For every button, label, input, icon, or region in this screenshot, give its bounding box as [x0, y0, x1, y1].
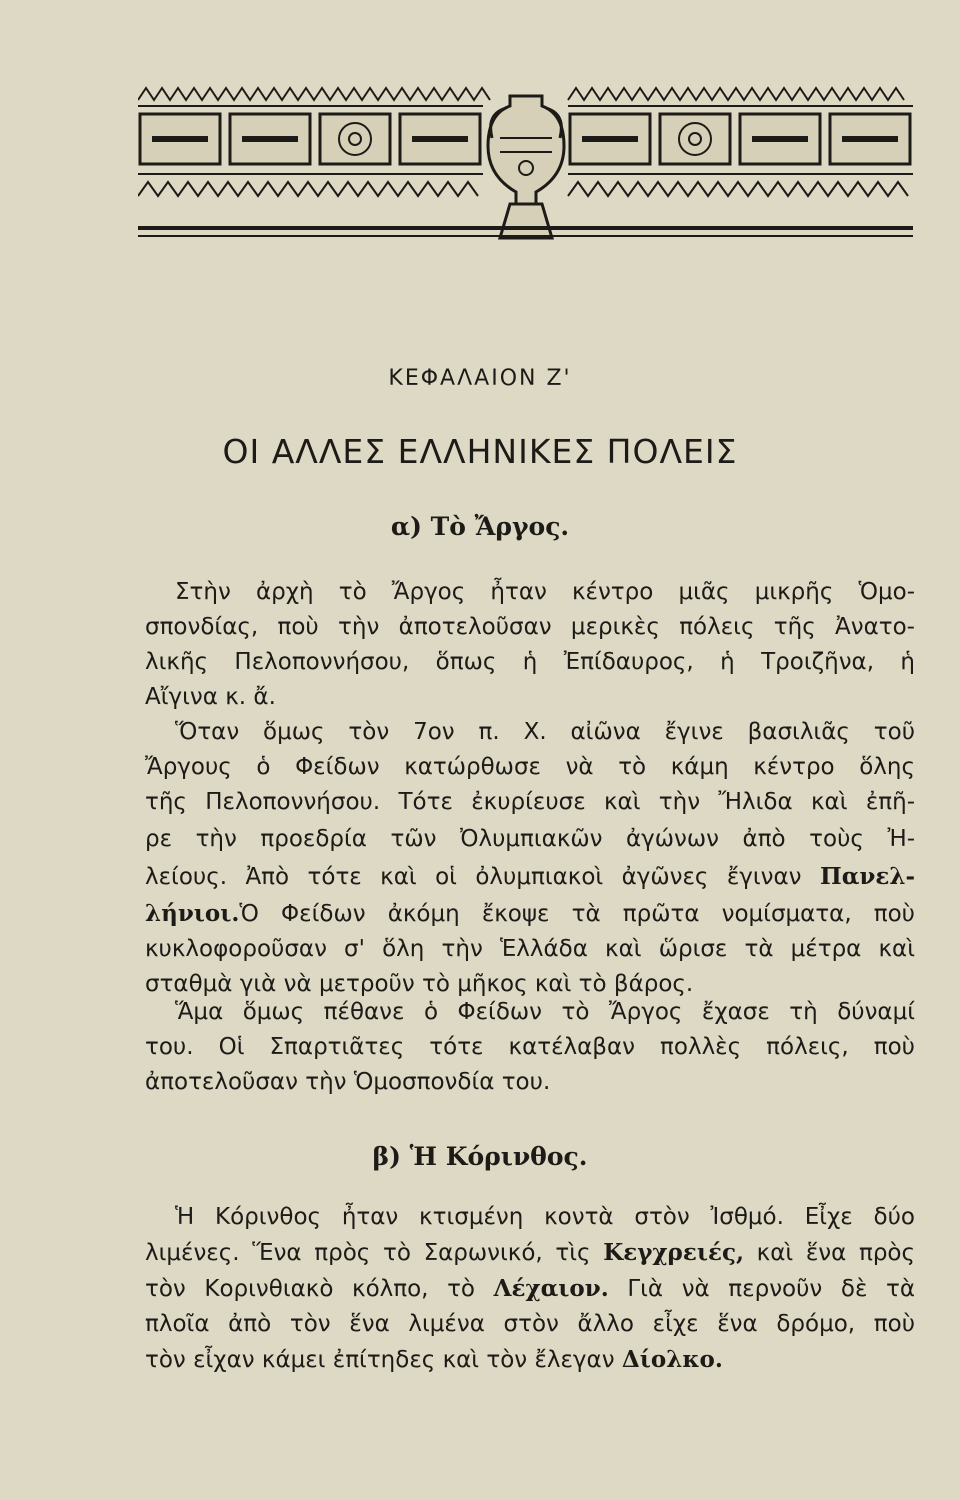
text-run: καὶ ἕνα πρὸς — [756, 1240, 916, 1266]
bold-term: Δίολκο. — [621, 1346, 723, 1373]
chapter-label: ΚΕΦΑΛΑΙΟΝ Ζ' — [388, 366, 572, 391]
text-line: Αἴγινα κ. ἄ. — [145, 684, 276, 710]
bold-term: Κεγχρειές, — [603, 1239, 744, 1266]
bold-term: λήνιοι. — [145, 900, 240, 927]
section-heading-corinth: β) Ἡ Κόρινθος. — [372, 1142, 588, 1171]
text-line: σταθμὰ γιὰ νὰ μετροῦν τὸ μῆκος καὶ τὸ βάρος. — [145, 971, 694, 997]
text-run: Ὁ Φείδων ἀκόμη ἔκοψε τὰ πρῶτα νομίσματα, ποὺ — [239, 901, 915, 927]
text-line — [145, 858, 915, 896]
text-line: Ἡ Κόρινθος ἦταν κτισμένη κοντὰ στὸν Ἰσθμό. Εἶχε δύο — [175, 1204, 915, 1230]
paragraph-decline — [145, 995, 915, 1100]
text-line — [145, 1271, 915, 1307]
text-run: λιμένες. Ἕνα πρὸς τὸ Σαρωνικό, τὶς — [145, 1240, 591, 1266]
paragraph-argos-intro — [145, 575, 915, 715]
text-run: τὸν εἶχαν κάμει ἐπίτηδες καὶ τὸν ἔλεγαν — [145, 1347, 615, 1373]
text-line: τῆς Πελοποννήσου. Τότε ἐκυρίευσε καὶ τὴν Ἤλιδα καὶ ἐπῆ- — [145, 789, 915, 815]
text-line: ἀποτελοῦσαν τὴν Ὁμοσπονδία του. — [145, 1069, 551, 1095]
text-run: τὸν Κορινθιακὸ κόλπο, τὸ — [145, 1276, 476, 1302]
chapter-title: ΟΙ ΑΛΛΕΣ ΕΛΛΗΝΙΚΕΣ ΠΟΛΕΙΣ — [222, 432, 738, 471]
text-run: λείους. Ἀπὸ τότε καὶ οἱ ὀλυμπιακοὶ ἀγῶνες ἔγιναν — [145, 864, 802, 890]
text-run: Γιὰ νὰ περνοῦν δὲ τὰ — [627, 1276, 915, 1302]
text-line: λικῆς Πελοποννήσου, ὅπως ἡ Ἐπίδαυρος, ἡ Τροιζῆνα, ἡ — [145, 649, 915, 675]
text-line: Ἅμα ὅμως πέθανε ὁ Φείδων τὸ Ἄργος ἔχασε τὴ δύναμί — [175, 999, 915, 1025]
paragraph-pheidon — [145, 715, 915, 1002]
text-line: του. Οἱ Σπαρτιᾶτες τότε κατέλαβαν πολλὲς πόλεις, ποὺ — [145, 1034, 915, 1060]
text-line: ρε τὴν προεδρία τῶν Ὀλυμπιακῶν ἀγώνων ἀπὸ τοὺς Ἠ- — [145, 826, 915, 852]
text-line: πλοῖα ἀπὸ τὸν ἕνα λιμένα στὸν ἄλλο εἶχε ἕνα δρόμο, ποὺ — [145, 1311, 915, 1337]
text-line: κυκλοφοροῦσαν σ' ὅλη τὴν Ἑλλάδα καὶ ὥρισε τὰ μέτρα καὶ — [145, 936, 915, 962]
section-heading-argos: α) Τὸ Ἄργος. — [390, 512, 570, 541]
text-line: Στὴν ἀρχὴ τὸ Ἄργος ἦταν κέντρο μιᾶς μικρῆς Ὁμο- — [175, 579, 915, 605]
text-line: σπονδίας, ποὺ τὴν ἀποτελοῦσαν μερικὲς πόλεις τῆς Ἀνατο- — [145, 614, 915, 640]
text-line — [145, 1235, 915, 1271]
ornamental-header-band — [138, 78, 913, 248]
text-line — [145, 1342, 915, 1378]
paragraph-corinth — [145, 1200, 915, 1378]
text-line: Ἄργους ὁ Φείδων κατώρθωσε νὰ τὸ κάμη κέντρο ὅλης — [145, 754, 915, 780]
bold-term: Πανελ- — [819, 863, 916, 890]
text-line: Ὅταν ὅμως τὸν 7ον π. Χ. αἰῶνα ἔγινε βασιλιᾶς τοῦ — [175, 719, 915, 745]
bold-term: Λέχαιον. — [493, 1275, 609, 1302]
text-line — [145, 896, 915, 932]
